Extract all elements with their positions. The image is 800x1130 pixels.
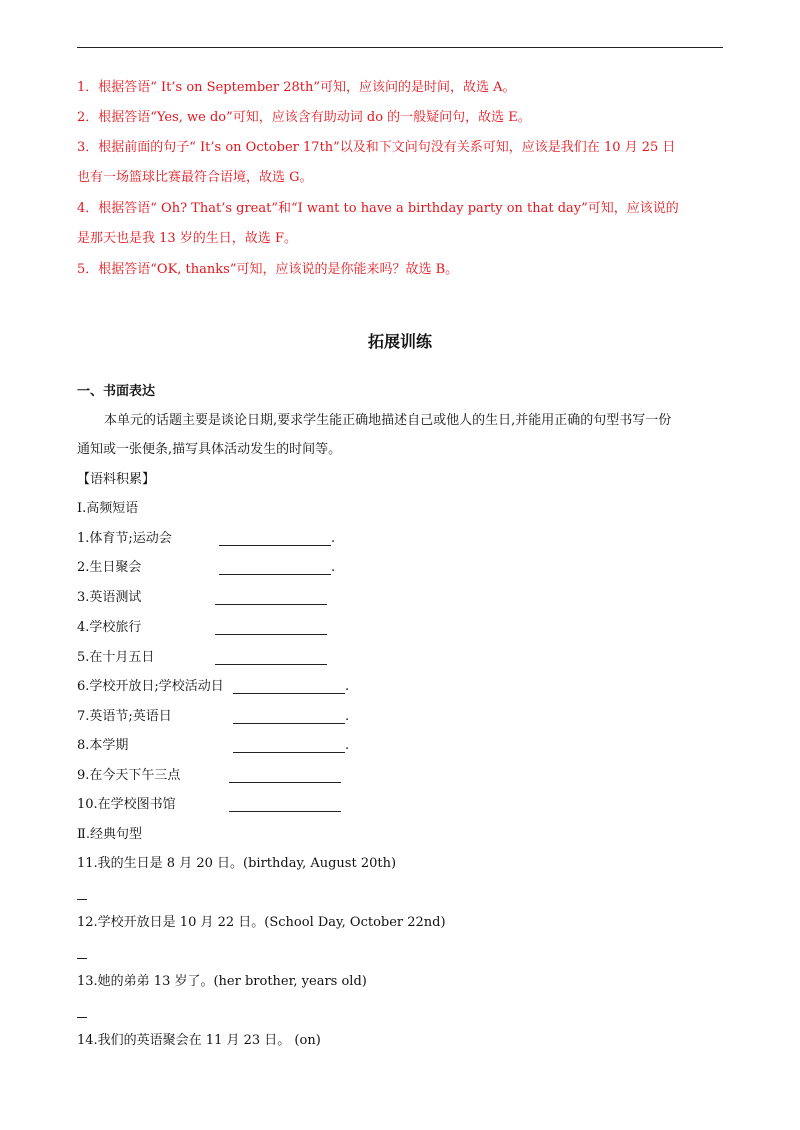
phrase-label: 4.学校旅行 (77, 620, 142, 635)
blank-period: . (331, 560, 336, 575)
phrases-heading: Ⅰ.高频短语 (77, 501, 139, 516)
answer-line[interactable] (77, 958, 87, 959)
answer-line-5: 5．根据答语“OK, thanks”可知，应该说的是你能来吗？故选 B。 (77, 262, 459, 277)
answer-blank[interactable] (215, 619, 327, 635)
answer-blank[interactable] (215, 589, 327, 605)
answer-blank[interactable] (233, 678, 345, 694)
phrase-row (77, 708, 377, 726)
phrase-label: 5.在十月五日 (77, 650, 155, 665)
answer-line-4-cont: 是那天也是我 13 岁的生日，故选 F。 (77, 231, 297, 246)
answer-blank[interactable] (219, 530, 331, 546)
blank-period: . (345, 709, 350, 724)
intro-line-1: 本单元的话题主要是谈论日期,要求学生能正确地描述自己或他人的生日,并能用正确的句型书写一份 (104, 413, 672, 428)
phrase-label: 10.在学校图书馆 (77, 797, 176, 812)
phrase-row (77, 619, 377, 637)
phrase-row (77, 796, 377, 814)
phrase-label: 7.英语节;英语日 (77, 709, 172, 724)
phrase-row (77, 589, 377, 607)
answer-blank[interactable] (219, 559, 331, 575)
phrase-label: 6.学校开放日;学校活动日 (77, 679, 224, 694)
sentence-prompt-13: 13.她的弟弟 13 岁了。(her brother, years old) (77, 974, 367, 989)
answer-line-2: 2．根据答语“Yes, we do”可知，应该含有助动词 do 的一般疑问句，故选 E。 (77, 110, 531, 125)
blank-period: . (345, 679, 350, 694)
phrase-label: 3.英语测试 (77, 590, 142, 605)
intro-line-2: 通知或一张便条,描写具体活动发生的时间等。 (77, 442, 342, 457)
answer-line-4: 4．根据答语“ Oh? That’s great”和“I want to have a birthday party on that day”可知，应该说的 (77, 201, 679, 216)
answer-line-3: 3．根据前面的句子“ It’s on October 17th”以及和下文问句没有关系可知，应该是我们在 10 月 25 日 (77, 140, 676, 155)
phrase-row (77, 678, 377, 696)
answer-blank[interactable] (233, 737, 345, 753)
answer-blank[interactable] (233, 708, 345, 724)
answer-blank[interactable] (215, 649, 327, 665)
corpus-heading: 【语料积累】 (77, 472, 156, 487)
answer-blank[interactable] (229, 767, 341, 783)
phrase-row (77, 767, 377, 785)
part-heading: 一、书面表达 (77, 384, 156, 399)
answer-line-3-cont: 也有一场篮球比赛最符合语境，故选 G。 (77, 170, 313, 185)
section-title: 拓展训练 (367, 332, 432, 351)
phrase-row (77, 559, 377, 577)
answer-blank[interactable] (229, 796, 341, 812)
phrase-label: 1.体育节;运动会 (77, 531, 172, 546)
phrase-row (77, 737, 377, 755)
sentence-prompt-11: 11.我的生日是 8 月 20 日。(birthday, August 20th) (77, 856, 397, 871)
sentences-heading: Ⅱ.经典句型 (77, 827, 142, 842)
sentence-prompt-14: 14.我们的英语聚会在 11 月 23 日。 (on) (77, 1033, 321, 1048)
header-rule (77, 47, 723, 48)
blank-period: . (345, 738, 350, 753)
answer-line[interactable] (77, 899, 87, 900)
sentence-prompt-12: 12.学校开放日是 10 月 22 日。(School Day, October 22nd) (77, 915, 446, 930)
phrase-label: 8.本学期 (77, 738, 129, 753)
phrase-row (77, 649, 377, 667)
phrase-label: 2.生日聚会 (77, 560, 142, 575)
blank-period: . (331, 531, 336, 546)
phrase-row (77, 530, 377, 548)
answer-line-1: 1．根据答语“ It’s on September 28th”可知，应该问的是时间，故选 A。 (77, 80, 516, 95)
answer-line[interactable] (77, 1017, 87, 1018)
phrase-label: 9.在今天下午三点 (77, 768, 181, 783)
